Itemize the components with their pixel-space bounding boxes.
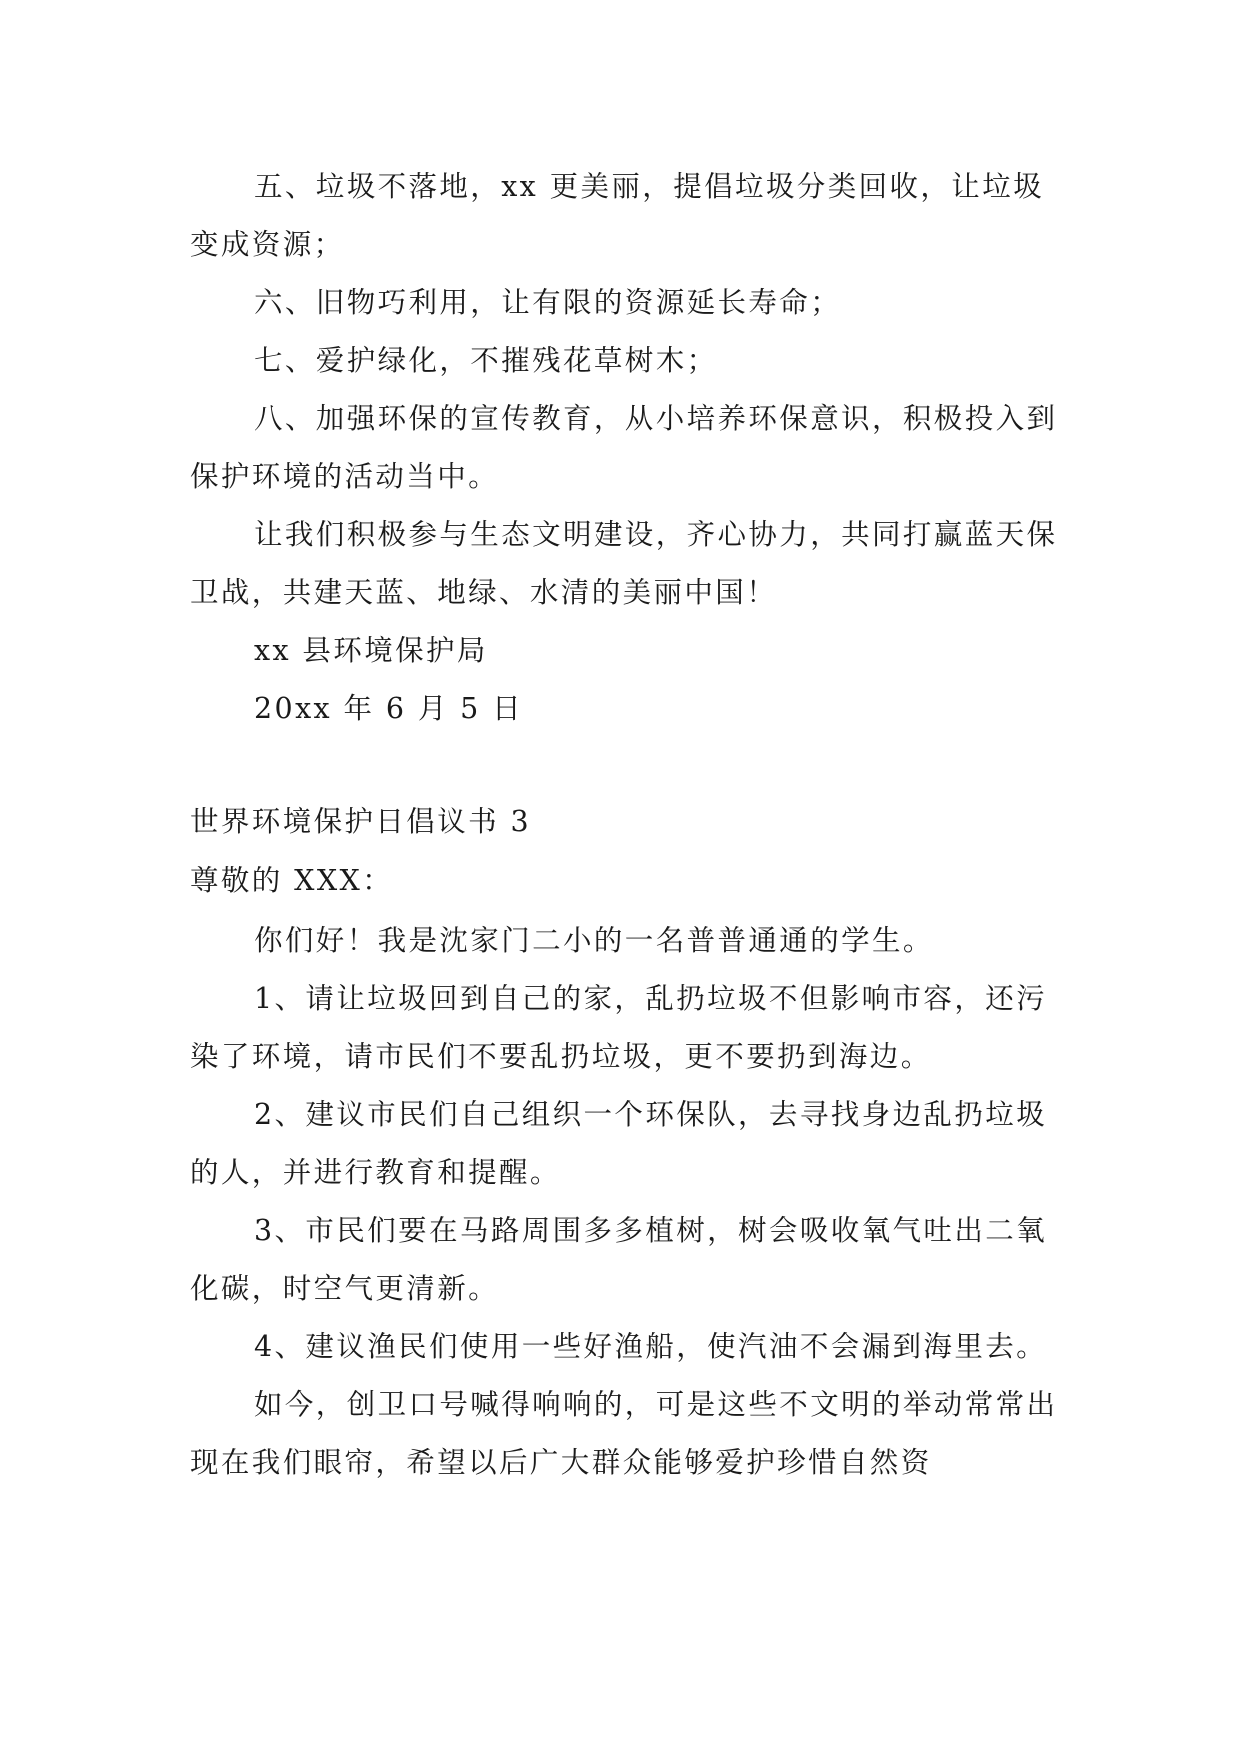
item-seven: 七、爱护绿化，不摧残花草树木；: [254, 344, 718, 377]
concluding-paragraph: 如今，创卫口号喊得响响的，可是这些不文明的举动常常出现在我们眼帘，希望以后广大群众能够爱护珍惜自然资: [190, 1388, 1058, 1479]
suggestion-2: 2、建议市民们自己组织一个环保队，去寻找身边乱扔垃圾的人，并进行教育和提醒。: [190, 1098, 1048, 1189]
date: 20xx 年 6 月 5 日: [254, 692, 524, 725]
suggestion-3: 3、市民们要在马路周围多多植树，树会吸收氧气吐出二氧化碳，时空气更清新。: [190, 1214, 1048, 1305]
item-six: 六、旧物巧利用，让有限的资源延长寿命；: [254, 286, 842, 319]
letter-title: 世界环境保护日倡议书 3: [190, 805, 531, 838]
suggestion-1: 1、请让垃圾回到自己的家，乱扔垃圾不但影响市容，还污染了环境，请市民们不要乱扔垃圾，更不要扔到海边。: [190, 982, 1048, 1073]
item-eight: 八、加强环保的宣传教育，从小培养环保意识，积极投入到保护环境的活动当中。: [190, 402, 1058, 493]
item-five: 五、垃圾不落地，xx 更美丽，提倡垃圾分类回收，让垃圾变成资源；: [190, 170, 1045, 261]
greeting-paragraph: 你们好！我是沈家门二小的一名普普通通的学生。: [254, 924, 934, 957]
section-gap: [190, 738, 1070, 794]
closing-appeal: 让我们积极参与生态文明建设，齐心协力，共同打赢蓝天保卫战，共建天蓝、地绿、水清的美丽中国！: [190, 518, 1058, 609]
signature: xx 县环境保护局: [254, 634, 488, 667]
document-body: [190, 158, 1070, 1492]
suggestion-4: 4、建议渔民们使用一些好渔船，使汽油不会漏到海里去。: [254, 1330, 1048, 1363]
salutation: 尊敬的 XXX：: [190, 864, 394, 897]
